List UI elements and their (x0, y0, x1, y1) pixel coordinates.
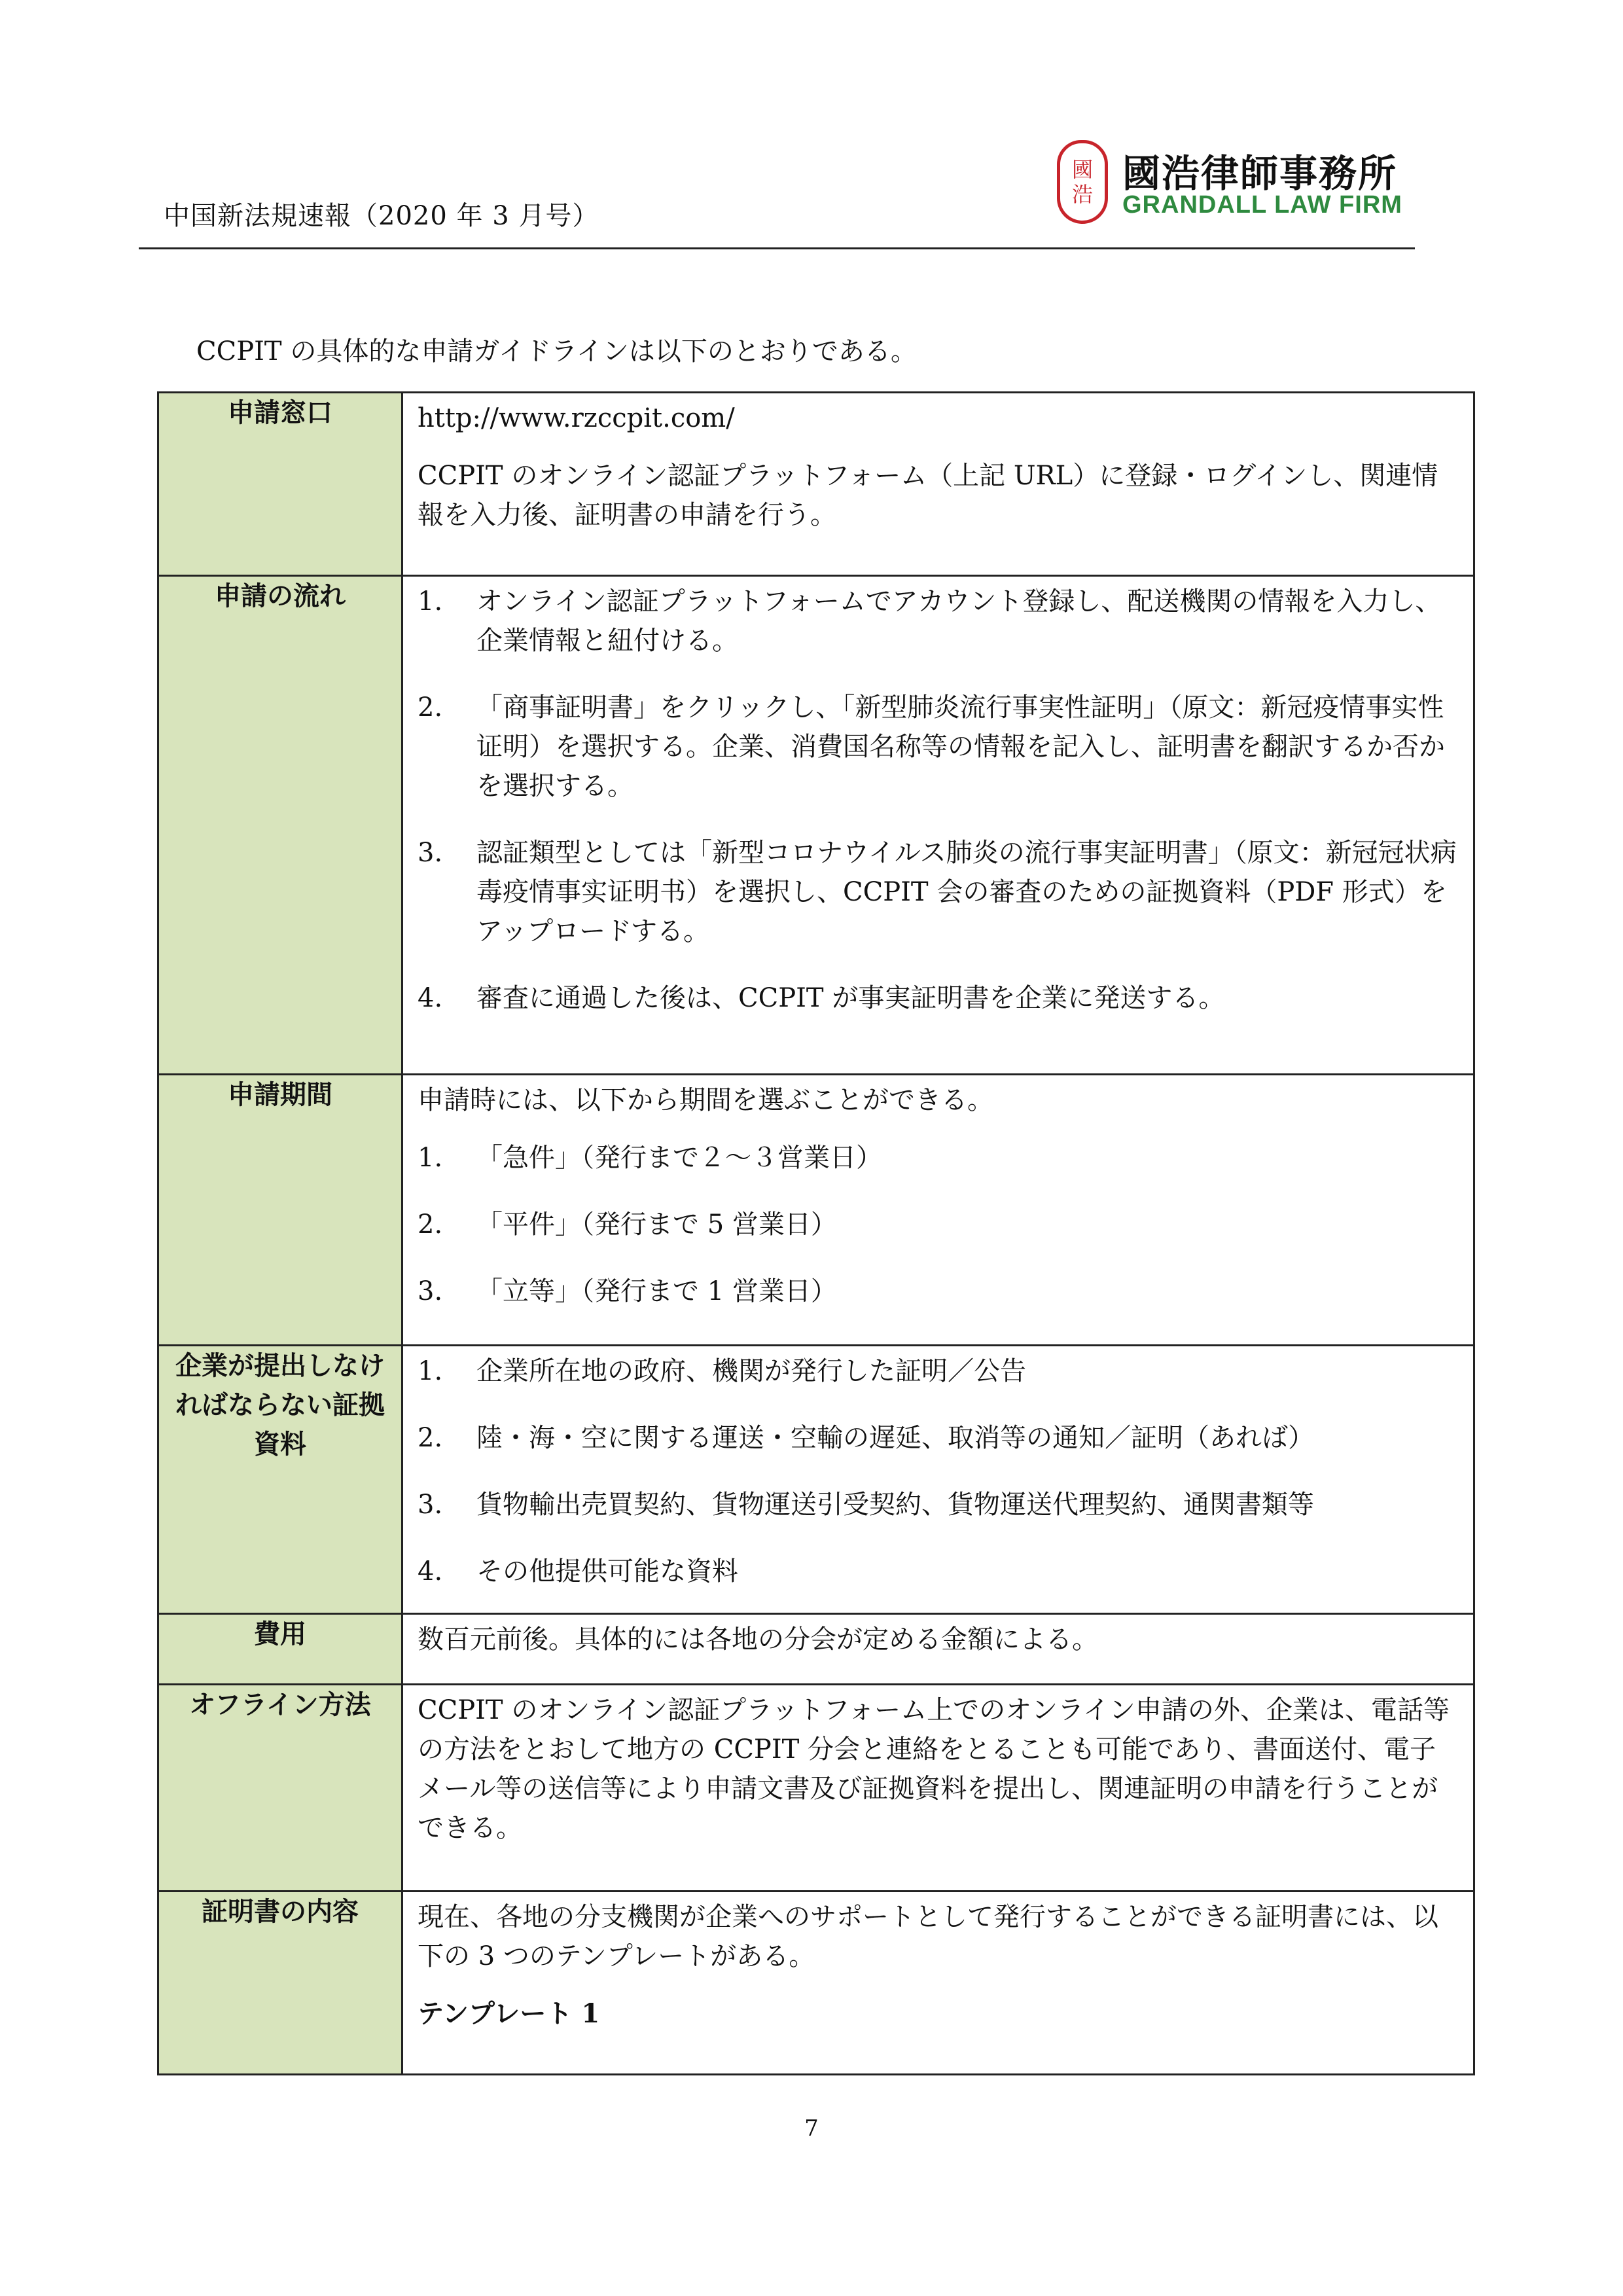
seal-char: 國 (1071, 157, 1093, 182)
item-text: 貨物輸出売買契約、貨物運送引受契約、貨物運送代理契約、通関書類等 (476, 1490, 1314, 1520)
table-row (158, 1685, 1474, 1892)
row-label: 企業が提出しなければならない証拠資料 (158, 1346, 402, 1614)
firm-logo (1057, 137, 1423, 229)
item-number: 3. (418, 838, 443, 868)
paragraph: 申請時には、以下から期間を選ぶことができる。 (418, 1085, 993, 1115)
row-content (402, 1614, 1474, 1685)
list-item (418, 1205, 1459, 1244)
item-number: 3. (418, 1490, 443, 1520)
list-item (418, 1552, 1459, 1591)
list-item (418, 978, 1459, 1018)
table-row (158, 393, 1474, 576)
table-row (158, 1346, 1474, 1614)
item-number: 4. (418, 1556, 443, 1587)
paragraph: CCPIT のオンライン認証プラットフォーム上でのオンライン申請の外、企業は、電話等の方法をとおして地方の CCPIT 分会と連絡をとることも可能であり、書面送付、電子メール等の送信等により申請文書及び証拠資料を提出し、関連証明の申請を行うことができる。 (418, 1695, 1450, 1843)
item-text: オンライン認証プラットフォームでアカウント登録し、配送機関の情報を入力し、企業情報と紐付ける。 (476, 586, 1442, 656)
page-number: 7 (804, 2115, 819, 2142)
guideline-table (157, 391, 1475, 2075)
row-label: オフライン方法 (158, 1685, 402, 1892)
list-item (418, 1352, 1459, 1391)
table-row (158, 1892, 1474, 2075)
item-number: 2. (418, 692, 443, 723)
row-content (402, 393, 1474, 576)
item-number: 4. (418, 983, 443, 1013)
paragraph: CCPIT のオンライン認証プラットフォーム（上記 URL）に登録・ログインし、関連情報を入力後、証明書の申請を行う。 (418, 461, 1438, 530)
item-text: 「商事証明書」をクリックし、「新型肺炎流行事実性証明」（原文：新冠疫情事实性证明）を選択する。企業、消費国名称等の情報を記入し、証明書を翻訳するか否かを選択する。 (476, 692, 1445, 801)
row-content (402, 1346, 1474, 1614)
row-content (402, 1685, 1474, 1892)
list-item (418, 1418, 1459, 1458)
list-item (418, 1485, 1459, 1524)
intro-text: CCPIT の具体的な申請ガイドラインは以下のとおりである。 (196, 336, 917, 367)
item-text: 「急件」（発行まで２～３営業日） (476, 1143, 882, 1173)
item-text: 企業所在地の政府、機関が発行した証明／公告 (476, 1356, 1026, 1386)
list-item (418, 1138, 1459, 1177)
seal-char: 浩 (1071, 182, 1093, 207)
url-link[interactable]: http://www.rzccpit.com/ (418, 403, 735, 433)
list-item (418, 1272, 1459, 1311)
item-text: 陸・海・空に関する運送・空輸の遅延、取消等の通知／証明（あれば） (476, 1423, 1314, 1453)
table-row (158, 576, 1474, 1075)
item-number: 2. (418, 1423, 443, 1453)
item-number: 1. (418, 1143, 443, 1173)
item-text: 「平件」（発行まで 5 営業日） (476, 1210, 837, 1240)
logo-name-en: GRANDALL LAW FIRM (1122, 191, 1402, 219)
row-label: 申請窓口 (158, 393, 402, 576)
paragraph: 現在、各地の分支機関が企業へのサポートとして発行することができる証明書には、以下の 3 つのテンプレートがある。 (418, 1902, 1438, 1971)
header-title: 中国新法規速報（2020 年 3 月号） (164, 201, 599, 231)
table-row (158, 1614, 1474, 1685)
item-text: 「立等」（発行まで 1 営業日） (476, 1276, 837, 1306)
item-number: 1. (418, 1356, 443, 1386)
item-text: その他提供可能な資料 (476, 1556, 738, 1587)
row-content (402, 1075, 1474, 1346)
list-item (418, 688, 1459, 806)
list-item (418, 582, 1459, 660)
item-number: 1. (418, 586, 443, 617)
header-divider (139, 247, 1415, 249)
seal-icon (1057, 140, 1108, 224)
item-text: 審査に通過した後は、CCPIT が事実証明書を企業に発送する。 (476, 983, 1225, 1013)
row-label: 費用 (158, 1614, 402, 1685)
row-label: 申請期間 (158, 1075, 402, 1346)
item-number: 3. (418, 1276, 443, 1306)
item-text: 認証類型としては「新型コロナウイルス肺炎の流行事実証明書」（原文：新冠冠状病毒疫情事实证明书）を選択し、CCPIT 会の審査のための証拠資料（PDF 形式）をアップロードする。 (476, 838, 1457, 946)
list-item (418, 833, 1459, 951)
row-content (402, 1892, 1474, 2075)
item-number: 2. (418, 1210, 443, 1240)
template-heading: テンプレート 1 (418, 1998, 600, 2029)
table-row (158, 1075, 1474, 1346)
logo-name-cn: 國浩律師事務所 (1122, 151, 1398, 196)
row-label: 証明書の内容 (158, 1892, 402, 2075)
row-content (402, 576, 1474, 1075)
paragraph: 数百元前後。具体的には各地の分会が定める金額による。 (418, 1624, 1098, 1655)
row-label: 申請の流れ (158, 576, 402, 1075)
